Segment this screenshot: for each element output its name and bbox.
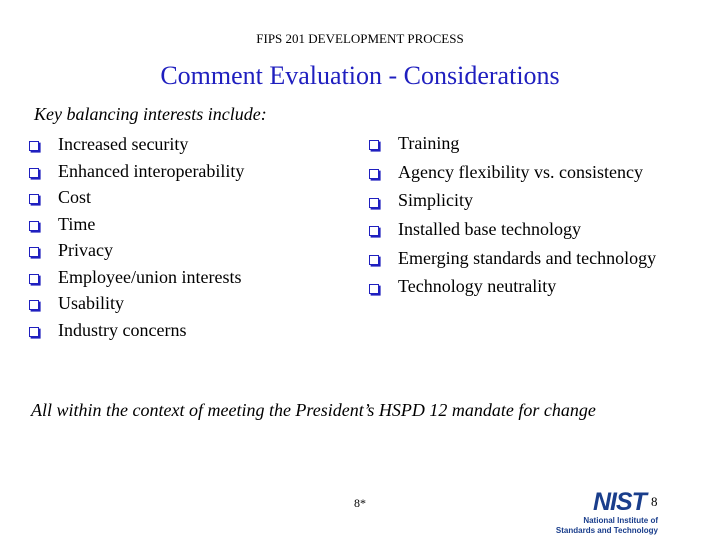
right-interest-list <box>369 129 656 301</box>
page-number: 8 <box>651 494 658 509</box>
list-item <box>369 186 656 215</box>
list-item <box>369 272 656 301</box>
list-item <box>29 264 244 291</box>
list-item <box>29 158 244 185</box>
checkbox-bullet-icon <box>29 247 39 257</box>
checkbox-bullet-icon <box>369 226 379 236</box>
checkbox-bullet-icon <box>29 168 39 178</box>
list-item-label: Time <box>58 213 96 234</box>
nist-logo <box>542 490 660 536</box>
left-interest-list <box>29 131 244 343</box>
list-item-label: Installed base technology <box>398 219 581 240</box>
list-item <box>29 290 244 317</box>
checkbox-bullet-icon <box>369 255 379 265</box>
checkbox-bullet-icon <box>29 141 39 151</box>
checkbox-bullet-icon <box>369 140 379 150</box>
checkbox-bullet-icon <box>29 300 39 310</box>
logo-subtitle-line1: National Institute of <box>583 516 658 525</box>
list-item-label: Industry concerns <box>58 319 187 340</box>
list-item-label: Agency flexibility vs. consistency <box>398 161 643 182</box>
footer-note: All within the context of meeting the President’s HSPD 12 mandate for change <box>31 400 596 420</box>
list-item <box>369 129 656 158</box>
checkbox-bullet-icon <box>29 274 39 284</box>
list-item-label: Privacy <box>58 240 113 260</box>
list-item <box>369 215 656 244</box>
intro-text: Key balancing interests include: <box>34 104 267 124</box>
list-item-label: Employee/union interests <box>58 266 242 287</box>
slide-header: FIPS 201 DEVELOPMENT PROCESS <box>256 31 464 46</box>
list-item-label: Increased security <box>58 134 189 154</box>
list-item <box>29 131 244 158</box>
slide-number: 8* <box>354 496 366 510</box>
checkbox-bullet-icon <box>369 169 379 179</box>
list-item-label: Cost <box>58 187 92 207</box>
slide-title: Comment Evaluation - Considerations <box>160 61 560 90</box>
logo-subtitle-line2: Standards and Technology <box>555 526 658 535</box>
list-item <box>29 211 244 238</box>
checkbox-bullet-icon <box>29 194 39 204</box>
list-item <box>29 317 244 344</box>
list-item-label: Emerging standards and technology <box>398 247 657 268</box>
list-item-label: Technology neutrality <box>398 276 557 297</box>
checkbox-bullet-icon <box>369 284 379 294</box>
list-item-label: Training <box>398 133 460 153</box>
list-item <box>369 158 656 187</box>
logo-wordmark: NIST <box>593 488 646 516</box>
list-item-label: Usability <box>58 293 124 313</box>
list-item-label: Simplicity <box>398 190 474 211</box>
list-item <box>29 184 244 211</box>
list-item <box>29 237 244 264</box>
checkbox-bullet-icon <box>29 327 39 337</box>
list-item <box>369 244 656 273</box>
checkbox-bullet-icon <box>29 221 39 231</box>
list-item-label: Enhanced interoperability <box>58 160 245 181</box>
checkbox-bullet-icon <box>369 198 379 208</box>
